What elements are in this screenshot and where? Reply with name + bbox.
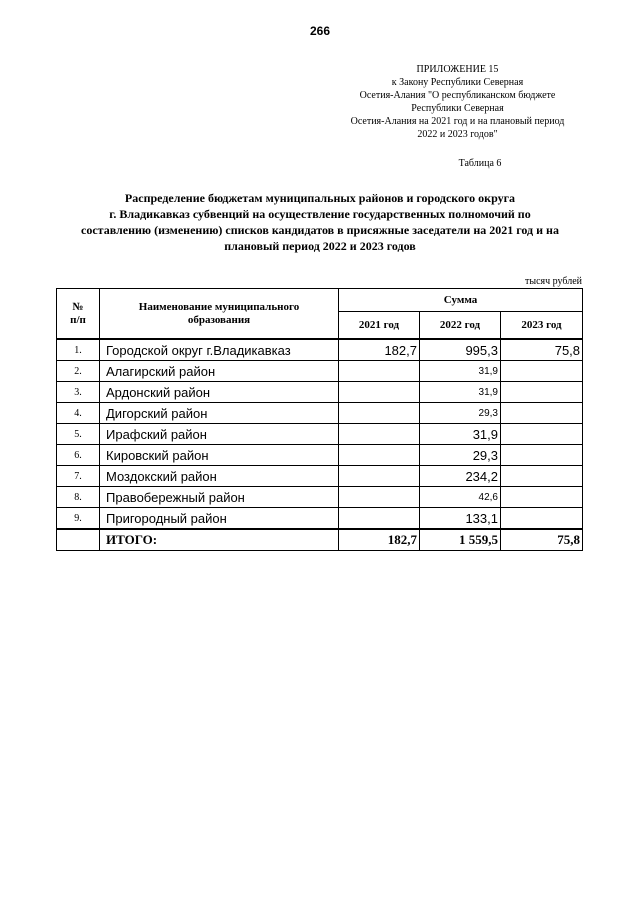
row-2023 <box>501 424 583 445</box>
title-line: Распределение бюджетам муниципальных районов и городского округа <box>124 191 516 205</box>
row-number: 8. <box>57 487 100 508</box>
row-name: Пригородный район <box>100 508 339 530</box>
header-number: № п/п <box>57 289 100 340</box>
row-2022: 31,9 <box>420 424 501 445</box>
row-name: Ирафский район <box>100 424 339 445</box>
appendix-line: 2022 и 2023 годов" <box>417 129 498 140</box>
row-name: Городской округ г.Владикавказ <box>100 339 339 361</box>
total-2022: 1 559,5 <box>420 529 501 551</box>
appendix-line: Республики Северная <box>411 103 504 114</box>
units-label: тысяч рублей <box>524 276 582 287</box>
row-2021 <box>339 487 420 508</box>
row-number: 5. <box>57 424 100 445</box>
row-2023 <box>501 361 583 382</box>
table-row <box>57 508 583 530</box>
header-name: Наименование муниципального образования <box>100 289 339 340</box>
row-name: Кировский район <box>100 445 339 466</box>
row-2021 <box>339 382 420 403</box>
row-2022: 29,3 <box>420 445 501 466</box>
table-row <box>57 403 583 424</box>
row-number: 3. <box>57 382 100 403</box>
row-2023 <box>501 382 583 403</box>
row-number: 9. <box>57 508 100 530</box>
row-2022: 133,1 <box>420 508 501 530</box>
title-line: плановый период 2022 и 2023 годов <box>224 239 416 253</box>
row-2022: 234,2 <box>420 466 501 487</box>
row-2023 <box>501 466 583 487</box>
header-2021: 2021 год <box>339 312 420 340</box>
table-row <box>57 487 583 508</box>
row-2023 <box>501 508 583 530</box>
row-2021 <box>339 508 420 530</box>
total-row <box>57 529 583 551</box>
row-2023: 75,8 <box>501 339 583 361</box>
row-2023 <box>501 487 583 508</box>
row-2021 <box>339 403 420 424</box>
subsidy-table <box>56 288 583 551</box>
table-row <box>57 382 583 403</box>
row-number: 2. <box>57 361 100 382</box>
header-2022: 2022 год <box>420 312 501 340</box>
table-row <box>57 466 583 487</box>
header-2023: 2023 год <box>501 312 583 340</box>
row-2021 <box>339 445 420 466</box>
row-2021 <box>339 424 420 445</box>
appendix-header <box>320 63 595 141</box>
row-2023 <box>501 445 583 466</box>
table-row <box>57 361 583 382</box>
appendix-line: ПРИЛОЖЕНИЕ 15 <box>416 64 499 75</box>
title-line: составлению (изменению) списков кандидатов в присяжные заседатели на 2021 год и на <box>81 223 559 237</box>
row-name: Правобережный район <box>100 487 339 508</box>
row-name: Моздокский район <box>100 466 339 487</box>
row-name: Алагирский район <box>100 361 339 382</box>
row-2022: 31,9 <box>420 361 501 382</box>
row-number: 1. <box>57 339 100 361</box>
total-2021: 182,7 <box>339 529 420 551</box>
appendix-line: Осетия-Алания "О республиканском бюджете <box>359 90 556 101</box>
total-2023: 75,8 <box>501 529 583 551</box>
table-row <box>57 445 583 466</box>
document-title <box>40 190 600 254</box>
row-number: 7. <box>57 466 100 487</box>
appendix-line: Осетия-Алания на 2021 год и на плановый период <box>350 116 565 127</box>
row-name: Дигорский район <box>100 403 339 424</box>
row-2022: 29,3 <box>420 403 501 424</box>
title-line: г. Владикавказ субвенций на осуществление государственных полномочий по <box>109 207 531 221</box>
row-2021: 182,7 <box>339 339 420 361</box>
row-name: Ардонский район <box>100 382 339 403</box>
table-row <box>57 339 583 361</box>
row-2022: 31,9 <box>420 382 501 403</box>
row-number: 4. <box>57 403 100 424</box>
header-sum: Сумма <box>339 289 583 312</box>
page-number: 266 <box>309 24 331 38</box>
appendix-line: к Закону Республики Северная <box>391 77 524 88</box>
row-number: 6. <box>57 445 100 466</box>
row-2021 <box>339 466 420 487</box>
table-label: Таблица 6 <box>458 158 502 169</box>
total-number <box>57 529 100 551</box>
row-2022: 995,3 <box>420 339 501 361</box>
table-row <box>57 424 583 445</box>
total-label: ИТОГО: <box>100 529 339 551</box>
row-2023 <box>501 403 583 424</box>
row-2021 <box>339 361 420 382</box>
row-2022: 42,6 <box>420 487 501 508</box>
